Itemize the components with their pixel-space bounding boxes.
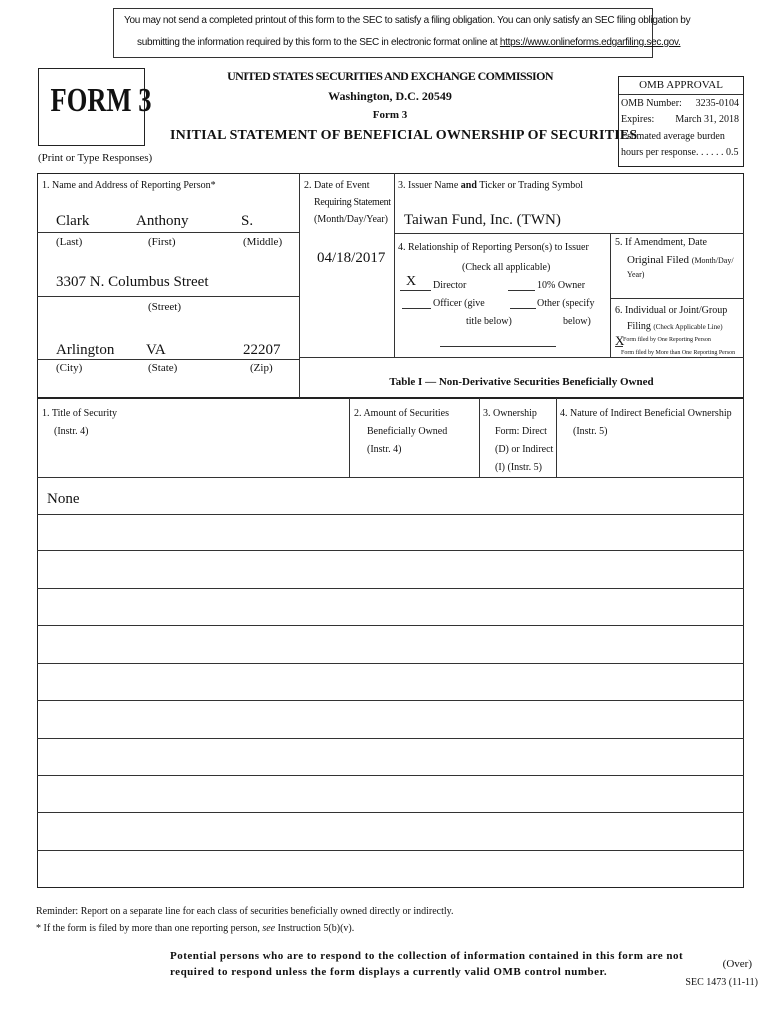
ten-percent-owner-label: 10% Owner: [537, 280, 586, 291]
box5-original-filed: Original Filed: [627, 254, 690, 266]
reporting-person-state[interactable]: VA: [146, 342, 166, 358]
form-label: FORM 3: [50, 82, 152, 119]
other-label-2: below): [563, 316, 591, 327]
state-label: (State): [148, 362, 178, 374]
one-reporting-person-label: Form filed by One Reporting Person: [623, 337, 711, 343]
reporting-person-street[interactable]: 3307 N. Columbus Street: [56, 274, 209, 290]
non-derivative-table: [37, 398, 744, 888]
box6-label-line-1: 6. Individual or Joint/Group: [615, 305, 728, 316]
footer-note-see: see: [262, 923, 276, 934]
director-label: Director: [433, 280, 467, 291]
footer-note-pre: * If the form is filed by more than one reporting person,: [36, 923, 263, 934]
print-note: (Print or Type Responses): [38, 152, 153, 164]
footer-note-post: Instruction 5(b)(v).: [275, 923, 355, 934]
omb-title: OMB APPROVAL: [639, 79, 723, 91]
footer-reminder: Reminder: Report on a separate line for each class of securities beneficially owned directly or indirectly.: [36, 906, 454, 917]
box5-label-line-3: Year): [627, 270, 645, 279]
omb-number-label: OMB Number:: [621, 98, 682, 109]
reporting-person-last-name[interactable]: Clark: [56, 213, 90, 229]
issuer-name-value[interactable]: Taiwan Fund, Inc. (TWN): [404, 212, 561, 228]
box2-label-line-3: (Month/Day/Year): [314, 214, 388, 225]
reporting-person-first-name[interactable]: Anthony: [136, 213, 189, 229]
box5-date-format: (Month/Day/: [691, 256, 734, 265]
form-title: INITIAL STATEMENT OF BENEFICIAL OWNERSHIP OF SECURITIES: [170, 128, 638, 143]
box3-label-pre: 3. Issuer Name: [398, 180, 461, 191]
officer-label: Officer (give: [433, 298, 485, 309]
box4-label: 4. Relationship of Reporting Person(s) to Issuer: [398, 242, 589, 253]
box2-label-line-1: 2. Date of Event: [304, 180, 370, 191]
col2-header-a: 2. Amount of Securities: [354, 408, 449, 419]
col4-header-b: (Instr. 5): [573, 426, 608, 437]
box1-label: 1. Name and Address of Reporting Person*: [42, 180, 216, 191]
col3-header-c: (D) or Indirect: [495, 444, 554, 455]
footer-note: [36, 923, 354, 935]
officer-title-line[interactable]: [440, 346, 556, 347]
col1-header-b: (Instr. 4): [54, 426, 89, 437]
street-label: (Street): [148, 301, 181, 313]
omb-burden-line-1: Estimated average burden: [621, 131, 725, 142]
middle-name-label: (Middle): [243, 236, 283, 248]
row1-title-of-security[interactable]: None: [47, 491, 80, 507]
box5-label-line-2: [627, 254, 734, 267]
col3-header-a: 3. Ownership: [483, 408, 537, 419]
first-name-label: (First): [148, 236, 176, 248]
notice-line-2-text: submitting the information required by this form to the SEC in electronic format online at: [137, 37, 500, 48]
sec-form-code: SEC 1473 (11-11): [685, 977, 758, 988]
col2-header-c: (Instr. 4): [367, 444, 402, 455]
form-name: Form 3: [372, 109, 408, 121]
reporting-person-middle-name[interactable]: S.: [241, 213, 254, 229]
reporting-person-city[interactable]: Arlington: [56, 342, 115, 358]
box6-check-applicable: (Check Applicable Line): [653, 323, 723, 331]
city-label: (City): [56, 362, 83, 374]
notice-line-1: You may not send a completed printout of this form to the SEC to satisfy a filing obligation. You can only satisfy an SEC filing obligation by: [124, 15, 691, 26]
multiple-reporting-persons-label: Form filed by More than One Reporting Person: [621, 350, 736, 356]
ten-percent-owner-checkbox[interactable]: [508, 290, 535, 291]
box5-label-line-1: 5. If Amendment, Date: [615, 237, 707, 248]
electronic-filing-notice: [113, 8, 691, 58]
omb-number-value: 3235-0104: [695, 98, 739, 109]
omb-expires-label: Expires:: [621, 114, 655, 125]
reporting-person-zip[interactable]: 22207: [243, 342, 281, 358]
edgar-online-forms-link[interactable]: https://www.onlineforms.edgarfiling.sec.gov.: [499, 37, 681, 48]
officer-label-2: title below): [466, 316, 512, 327]
notice-line-2: [137, 37, 681, 49]
omb-burden-line-2: hours per response. . . . . . 0.5: [621, 147, 739, 158]
box3-label-post: Ticker or Trading Symbol: [476, 180, 584, 191]
omb-expires-value: March 31, 2018: [675, 114, 739, 125]
agency-city: Washington, D.C. 20549: [328, 89, 452, 103]
box3-label: [398, 180, 583, 192]
zip-label: (Zip): [250, 362, 273, 374]
potential-persons-line-1: Potential persons who are to respond to the collection of information contained in this form are not: [170, 950, 684, 962]
box6-label-line-2: [627, 321, 723, 333]
col2-header-b: Beneficially Owned: [367, 426, 448, 437]
potential-persons-line-2: required to respond unless the form displays a currently valid OMB control number.: [170, 966, 608, 978]
box3-label-and: and: [460, 180, 477, 191]
box6-filing: Filing: [627, 321, 651, 332]
col3-header-d: (I) (Instr. 5): [495, 462, 542, 473]
other-label: Other (specify: [537, 298, 595, 309]
col3-header-b: Form: Direct: [495, 426, 547, 437]
officer-checkbox[interactable]: [402, 308, 431, 309]
box4-sub-label: (Check all applicable): [462, 262, 551, 273]
one-reporting-person-checkbox[interactable]: X: [615, 333, 625, 348]
over-label: (Over): [722, 958, 752, 970]
event-date-value[interactable]: 04/18/2017: [317, 250, 386, 266]
last-name-label: (Last): [56, 236, 83, 248]
col1-header-a: 1. Title of Security: [42, 408, 118, 419]
box2-label-line-2: Requiring Statement: [314, 197, 391, 208]
other-checkbox[interactable]: [510, 308, 536, 309]
director-checkbox[interactable]: X: [406, 274, 417, 289]
col4-header-a: 4. Nature of Indirect Beneficial Ownership: [560, 408, 732, 419]
agency-name: UNITED STATES SECURITIES AND EXCHANGE COMMISSION: [227, 69, 553, 83]
omb-approval-box: [618, 76, 744, 167]
table1-title: Table I — Non-Derivative Securities Beneficially Owned: [389, 376, 654, 388]
form-label-box: [38, 68, 152, 146]
